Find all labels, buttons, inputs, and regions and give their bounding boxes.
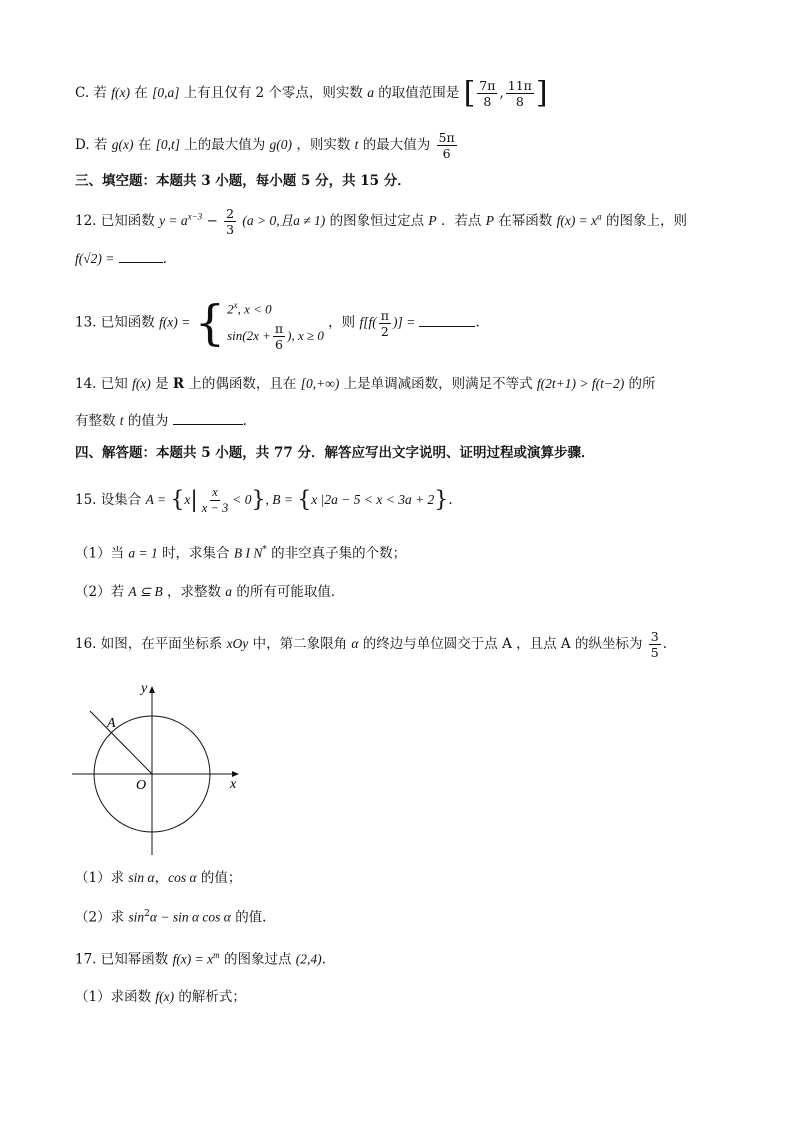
fraction-numerator: 11π: [507, 78, 532, 93]
option-c-fx: f(x): [111, 85, 130, 100]
answer-blank[interactable]: [173, 410, 243, 425]
question-13: [75, 294, 480, 352]
section-3-heading: 三、填空题：本题共 3 小题，每小题 5 分，共 15 分．: [75, 173, 411, 189]
q12-exponent: x−3: [187, 211, 203, 222]
q16-fraction: [649, 629, 661, 660]
q16-p1-sin: sin α: [128, 870, 155, 885]
q13-case2-post: ), x ≥ 0: [287, 328, 324, 344]
q16-p2-prefix: （2）求: [75, 909, 125, 926]
q15-p2-prefix: （2）若: [75, 584, 125, 600]
option-c-var: a: [367, 85, 374, 100]
option-d-text4: 的最大值为: [362, 137, 431, 153]
option-c-text2: 上有且仅有 2 个零点，则实数: [183, 85, 363, 101]
q13-case1-cond: , x < 0: [237, 301, 272, 317]
q14-fx: f(x): [132, 376, 151, 391]
q16-text1: 中，第二象限角: [252, 636, 348, 652]
option-d: [75, 130, 459, 161]
question-15: [75, 478, 453, 522]
option-d-text1: 在: [137, 137, 152, 153]
fraction-denominator: 5: [650, 645, 659, 660]
question-16-part1: [75, 868, 241, 888]
left-brace: {: [297, 487, 312, 513]
q13-fx: f(x) =: [159, 314, 191, 330]
q13-case2-pre: sin(2x +: [227, 328, 271, 344]
fraction-denominator: 3: [226, 222, 235, 237]
q15-p2-expr: A ⊆ B: [128, 584, 163, 599]
q15-end: .: [448, 492, 453, 508]
q12-prefix: 12. 已知函数: [75, 213, 155, 229]
fraction-denominator: x − 3: [201, 501, 229, 515]
q17-p1-fx: f(x): [155, 989, 175, 1004]
question-15-part2: [75, 582, 344, 602]
q13-text: ，则: [328, 314, 356, 331]
fraction-denominator: 2: [380, 323, 389, 339]
question-17-part1: [75, 987, 246, 1007]
question-16-part2: [75, 904, 266, 928]
piecewise-case-2: [227, 321, 324, 352]
y-axis-label: y: [141, 681, 148, 696]
q15-set-b-label: , B =: [265, 492, 293, 507]
option-d-prefix: D. 若: [75, 137, 108, 153]
q15-p1-sup: *: [262, 545, 267, 555]
q12-expr: f(√2) =: [75, 251, 115, 266]
q12-point: P: [485, 213, 494, 228]
fraction-denominator: 8: [515, 94, 524, 109]
q14-var: t: [119, 413, 124, 428]
q14-text5: 有整数: [75, 413, 116, 429]
q15-p1-end: 的非空真子集的个数；: [271, 545, 407, 562]
piecewise-case-1: [227, 294, 324, 321]
q12-text3: 在幂函数: [498, 213, 553, 229]
q12-minus: −: [206, 213, 218, 229]
q15-set-var: x: [184, 492, 191, 507]
q16-p2-square: 2: [144, 909, 150, 919]
comma: ,: [499, 85, 504, 101]
q14-text4: 的所: [628, 376, 656, 392]
fraction-denominator: 6: [442, 146, 451, 161]
q17-p1-prefix: （1）求函数: [75, 989, 152, 1005]
fraction-denominator: 6: [275, 337, 283, 353]
q16-text2: 的终边与单位圆交于点: [362, 636, 498, 652]
fraction-numerator: x: [212, 485, 218, 499]
q16-p1-cos: cos α: [168, 870, 197, 885]
q12-text4: 的图象上，则: [605, 213, 687, 229]
q13-ask-post: )] =: [392, 314, 416, 330]
option-d-var: t: [354, 137, 359, 152]
q13-prefix: 13. 已知函数: [75, 314, 155, 331]
fraction-numerator: π: [380, 307, 389, 323]
q14-inequality: f(2t+1) > f(t−2): [536, 376, 625, 391]
q14-text1: 是: [155, 376, 169, 392]
q14-interval: [0,+∞): [300, 376, 340, 391]
question-15-part1: [75, 540, 406, 564]
question-16: [75, 622, 667, 666]
q16-prefix: 16. 如图，在平面坐标系: [75, 636, 223, 652]
question-14-line1: [75, 374, 656, 394]
option-c-text1: 在: [134, 85, 148, 101]
q12-func: y = a: [159, 213, 188, 228]
answer-blank[interactable]: [419, 312, 475, 327]
q16-p2-rest: α − sin α cos α: [149, 909, 231, 925]
q12-power-func: f(x) = x: [556, 213, 598, 228]
question-14-line2: [75, 410, 247, 431]
option-d-text3: ，则实数: [296, 137, 351, 153]
q15-set-a-label: A =: [145, 492, 167, 507]
fraction-numerator: π: [274, 321, 284, 337]
q15-p1-condition: a = 1: [128, 545, 158, 561]
origin-label: O: [136, 778, 147, 793]
answer-blank[interactable]: [119, 248, 163, 263]
q15-p2-text: ，求整数: [167, 584, 221, 600]
option-d-interval: [0,t]: [155, 137, 180, 152]
q12-fraction: [224, 206, 236, 237]
x-axis-label: x: [230, 777, 237, 792]
q15-p2-end: 的所有可能取值．: [236, 584, 345, 600]
right-bracket: ]: [535, 75, 548, 111]
q13-ask-pre: f[f(: [359, 314, 377, 330]
q17-p1-end: 的解析式；: [178, 989, 246, 1005]
q15-lt0: < 0: [232, 492, 252, 507]
q12-end: ．: [162, 251, 177, 267]
fraction-numerator: 7π: [479, 78, 496, 93]
q16-point-a: A: [560, 636, 571, 652]
q17-fx: f(x) = x: [172, 951, 214, 967]
q16-end: .: [662, 636, 668, 652]
option-c-lower-fraction: [477, 78, 497, 109]
q12-text2: ．若点: [440, 213, 482, 229]
q16-text4: 的纵坐标为: [574, 636, 643, 652]
left-brace: {: [170, 487, 185, 513]
q13-end: .: [475, 314, 480, 331]
q14-end: .: [242, 413, 247, 429]
option-d-gx: g(x): [111, 137, 134, 152]
right-brace: }: [434, 487, 449, 513]
fraction-numerator: 3: [650, 629, 659, 644]
question-12-line1: [75, 206, 687, 237]
q17-point: (2,4): [295, 951, 322, 967]
fraction-numerator: 5π: [438, 130, 455, 145]
option-c-upper-fraction: [506, 78, 534, 109]
q14-prefix: 14. 已知: [75, 376, 128, 392]
q17-prefix: 17. 已知幂函数: [75, 951, 169, 968]
option-d-g0: g(0): [269, 137, 293, 152]
q13-case1-base: 2: [227, 301, 234, 317]
q13-ask-fraction: [379, 308, 391, 339]
q12-text1: 的图象恒过定点: [329, 213, 425, 229]
fraction-numerator: 2: [226, 206, 235, 221]
q14-text2: 上的偶函数，且在: [188, 376, 297, 392]
q15-prefix: 15. 设集合: [75, 492, 142, 508]
q16-point-a: A: [502, 636, 512, 652]
q13-case2-fraction: [273, 321, 285, 352]
q14-real-set: R: [172, 376, 185, 392]
q12-condition: (a > 0,且a ≠ 1): [242, 213, 326, 228]
q12-point: P: [428, 213, 437, 228]
q14-text3: 上是单调减函数，则满足不等式: [343, 376, 533, 392]
q16-p1-prefix: （1）求: [75, 870, 125, 886]
option-c-text3: 的取值范围是: [378, 85, 460, 101]
terminal-side: [90, 711, 152, 774]
option-c: [75, 75, 548, 111]
q16-p1-end: 的值；: [200, 870, 242, 886]
q13-case1-exp: x: [233, 300, 238, 310]
q16-p2-sin: sin: [128, 909, 145, 925]
fraction-denominator: 8: [483, 94, 492, 109]
q17-text: 的图象过点: [223, 951, 292, 968]
left-bracket: [: [463, 75, 476, 111]
q15-p1-expr: B I N: [233, 545, 263, 561]
right-brace: }: [251, 487, 266, 513]
q15-fraction: [200, 485, 230, 516]
q15-p1-prefix: （1）当: [75, 545, 125, 562]
q14-text6: 的值为: [127, 413, 169, 429]
set-bar: |: [190, 487, 198, 513]
q17-exponent: m: [213, 950, 220, 960]
piecewise-cases: [227, 294, 324, 352]
q17-end: .: [321, 951, 326, 968]
q16-p2-end: 的值.: [235, 909, 267, 926]
q16-xoy: xOy: [226, 636, 249, 651]
piecewise-brace: {: [194, 295, 226, 352]
option-d-text2: 上的最大值为: [184, 137, 266, 153]
q15-p1-text: 时，求集合: [162, 545, 230, 562]
q16-alpha: α: [351, 636, 359, 651]
q16-p1-comma: ，: [154, 870, 169, 886]
q15-set-b: x |2a − 5 < x < 3a + 2: [311, 492, 435, 507]
q12-power-exponent: a: [597, 211, 602, 222]
q15-p2-var: a: [225, 584, 233, 599]
q16-text3: ，且点: [516, 636, 557, 652]
point-a-label: A: [107, 716, 116, 731]
option-c-prefix: C. 若: [75, 85, 107, 101]
question-12-line2: [75, 248, 176, 269]
option-d-fraction: [437, 130, 457, 161]
unit-circle-figure: [70, 675, 245, 855]
section-4-heading: 四、解答题：本题共 5 小题，共 77 分．解答应写出文字说明、证明过程或演算步骤．: [75, 445, 595, 461]
question-17: [75, 945, 326, 970]
option-c-interval: [0,a]: [152, 85, 180, 100]
